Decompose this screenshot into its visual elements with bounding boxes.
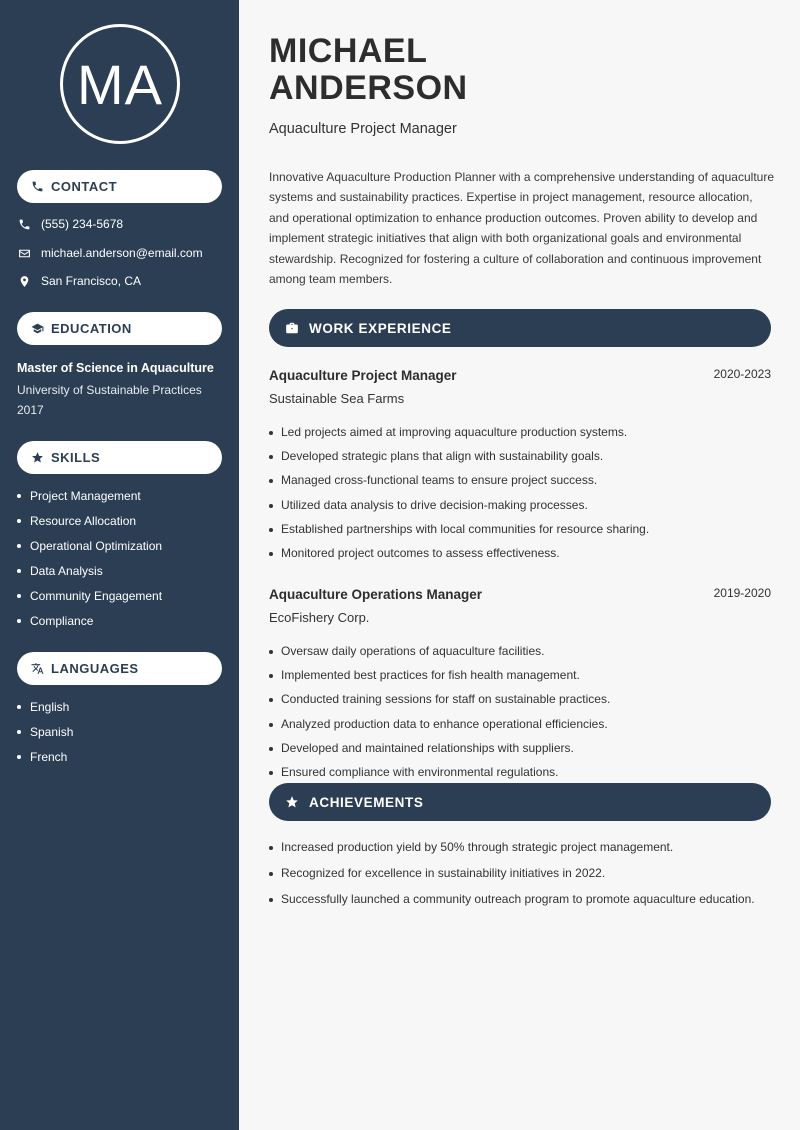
list-item: Ensured compliance with environmental regulations. bbox=[269, 761, 769, 785]
languages-list bbox=[17, 694, 73, 769]
achievements-heading bbox=[269, 783, 771, 821]
list-item: Monitored project outcomes to assess effectiveness. bbox=[269, 542, 769, 566]
education-heading bbox=[17, 312, 222, 345]
list-item: Led projects aimed at improving aquaculture production systems. bbox=[269, 421, 769, 445]
last-name: ANDERSON bbox=[269, 69, 468, 107]
contact-heading bbox=[17, 170, 222, 203]
skills-heading bbox=[17, 441, 222, 474]
list-item: Established partnerships with local communities for resource sharing. bbox=[269, 518, 769, 542]
location-text: San Francisco, CA bbox=[41, 274, 142, 288]
education-heading-label: EDUCATION bbox=[51, 321, 132, 336]
list-item: Data Analysis bbox=[17, 558, 162, 583]
list-item: Implemented best practices for fish health management. bbox=[269, 664, 769, 688]
contact-email[interactable] bbox=[17, 246, 203, 260]
envelope-icon bbox=[17, 246, 31, 260]
list-item: Spanish bbox=[17, 719, 73, 744]
list-item: Resource Allocation bbox=[17, 508, 162, 533]
list-item: Conducted training sessions for staff on sustainable practices. bbox=[269, 688, 769, 712]
job-title: Aquaculture Operations Manager bbox=[269, 587, 483, 602]
list-item: Increased production yield by 50% through strategic project management. bbox=[269, 836, 769, 862]
star-icon bbox=[285, 795, 299, 809]
list-item: Project Management bbox=[17, 483, 162, 508]
list-item: Managed cross-functional teams to ensure project success. bbox=[269, 469, 769, 493]
achievements-heading-label: ACHIEVEMENTS bbox=[309, 794, 424, 810]
education-year: 2017 bbox=[17, 403, 44, 417]
star-icon bbox=[30, 451, 44, 465]
list-item: Successfully launched a community outreach program to promote aquaculture education. bbox=[269, 888, 769, 914]
contact-location bbox=[17, 274, 141, 288]
skills-list bbox=[17, 483, 162, 633]
phone-text: (555) 234-5678 bbox=[41, 217, 124, 231]
list-item: Oversaw daily operations of aquaculture facilities. bbox=[269, 640, 769, 664]
languages-heading bbox=[17, 652, 222, 685]
languages-heading-label: LANGUAGES bbox=[51, 661, 139, 676]
list-item: Community Engagement bbox=[17, 583, 162, 608]
translate-icon bbox=[30, 662, 44, 676]
list-item: Operational Optimization bbox=[17, 533, 162, 558]
list-item: Analyzed production data to enhance operational efficiencies. bbox=[269, 713, 769, 737]
candidate-role: Aquaculture Project Manager bbox=[269, 121, 457, 137]
briefcase-icon bbox=[285, 321, 299, 335]
job-dates: 2020-2023 bbox=[713, 367, 771, 381]
phone-icon bbox=[30, 180, 44, 194]
list-item: Developed and maintained relationships with suppliers. bbox=[269, 737, 769, 761]
job-bullets bbox=[269, 640, 769, 785]
job-dates: 2019-2020 bbox=[713, 586, 771, 600]
main-content bbox=[239, 0, 800, 1130]
candidate-name bbox=[269, 33, 468, 107]
list-item: Compliance bbox=[17, 608, 162, 633]
education-degree: Master of Science in Aquaculture bbox=[17, 361, 214, 375]
list-item: Recognized for excellence in sustainability initiatives in 2022. bbox=[269, 862, 769, 888]
work-experience-heading-label: WORK EXPERIENCE bbox=[309, 320, 452, 336]
job-company: EcoFishery Corp. bbox=[269, 610, 370, 625]
job-title: Aquaculture Project Manager bbox=[269, 368, 457, 383]
work-experience-heading bbox=[269, 309, 771, 347]
graduation-cap-icon bbox=[30, 322, 44, 336]
first-name: MICHAEL bbox=[269, 32, 428, 70]
sidebar bbox=[0, 0, 239, 1130]
contact-phone[interactable] bbox=[17, 217, 123, 231]
skills-heading-label: SKILLS bbox=[51, 450, 101, 465]
job-bullets bbox=[269, 421, 769, 566]
job-company: Sustainable Sea Farms bbox=[269, 391, 405, 406]
map-pin-icon bbox=[17, 274, 31, 288]
list-item: English bbox=[17, 694, 73, 719]
contact-heading-label: CONTACT bbox=[51, 179, 118, 194]
avatar: MA bbox=[60, 24, 180, 144]
education-school: University of Sustainable Practices bbox=[17, 383, 202, 397]
profile-summary: Innovative Aquaculture Production Planner with a comprehensive understanding of aquaculture systems and sustainability practices. Expertise in project management, resource allocation, and operational optimization to enhance production outcomes. Proven ability to develop and implement strategic initiatives that align with both organizational goals and environmental stewardship. Recognized for fostering a culture of collaboration and continuous improvement among team members. bbox=[269, 170, 774, 287]
list-item: French bbox=[17, 744, 73, 769]
phone-icon bbox=[17, 217, 31, 231]
achievements-list bbox=[269, 836, 769, 914]
email-text: michael.anderson@email.com bbox=[41, 246, 203, 260]
list-item: Developed strategic plans that align with sustainability goals. bbox=[269, 445, 769, 469]
list-item: Utilized data analysis to drive decision-making processes. bbox=[269, 494, 769, 518]
